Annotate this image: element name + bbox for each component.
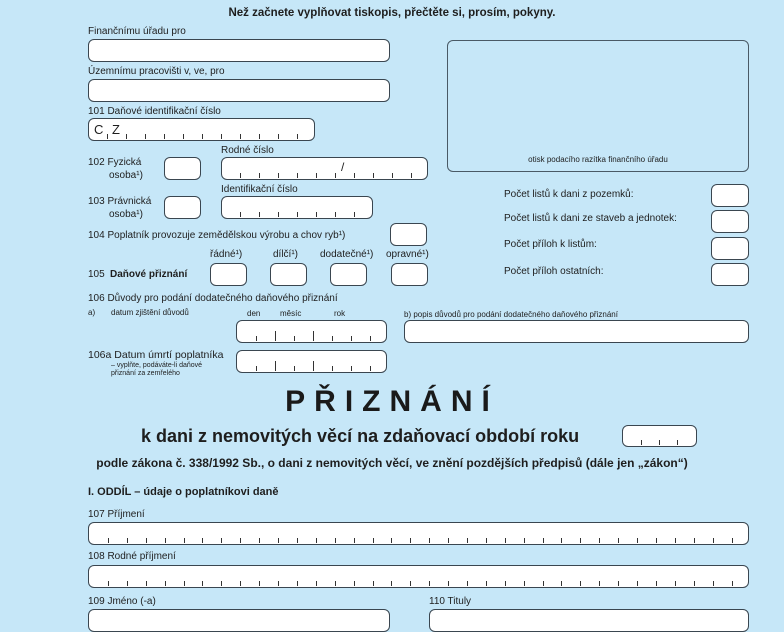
dodatecne-checkbox[interactable] xyxy=(330,263,367,286)
comb-tick xyxy=(410,581,411,586)
comb-tick xyxy=(580,581,581,586)
f102-label-line2: osoba¹) xyxy=(109,170,143,181)
year-input[interactable] xyxy=(622,425,697,447)
comb-tick xyxy=(410,538,411,543)
f106-label: 106 Důvody pro podání dodatečného daňového přiznání xyxy=(88,293,338,304)
count-label-stavby: Počet listů k dani ze staveb a jednotek: xyxy=(504,213,677,224)
comb-tick xyxy=(278,581,279,586)
comb-tick xyxy=(335,538,336,543)
identifikacni-cislo-input[interactable] xyxy=(221,196,373,219)
date-mesic-label: měsíc xyxy=(280,309,302,318)
f103-label-line1: 103 Právnická xyxy=(88,196,152,207)
count-input-prilohy-ostatni[interactable] xyxy=(711,263,749,286)
comb-tick xyxy=(467,538,468,543)
count-label-pozemky: Počet listů k dani z pozemků: xyxy=(504,189,634,200)
comb-tick xyxy=(373,538,374,543)
dic-prefix-c: C xyxy=(94,122,104,137)
rodne-cislo-label: Rodné číslo xyxy=(221,145,274,156)
comb-tick xyxy=(316,581,317,586)
comb-tick xyxy=(259,538,260,543)
dic-ticks xyxy=(89,134,314,140)
comb-tick xyxy=(108,538,109,543)
comb-tick xyxy=(373,581,374,586)
comb-tick xyxy=(165,581,166,586)
f105-number: 105 xyxy=(88,269,105,280)
comb-tick xyxy=(524,538,525,543)
comb-tick xyxy=(505,581,506,586)
comb-tick xyxy=(486,538,487,543)
stamp-area xyxy=(447,40,749,172)
comb-tick xyxy=(127,538,128,543)
uzemni-pracoviste-label: Územnímu pracovišti v, ve, pro xyxy=(88,66,225,77)
datum-umrti-ticks xyxy=(237,366,386,372)
comb-tick xyxy=(108,581,109,586)
rodne-cislo-ticks xyxy=(222,173,427,179)
comb-tick xyxy=(354,538,355,543)
comb-tick xyxy=(335,581,336,586)
jmeno-input[interactable] xyxy=(88,609,390,632)
rodne-prijmeni-input[interactable] xyxy=(88,565,749,588)
dic-prefix-z: Z xyxy=(112,122,120,137)
identifikacni-cislo-label: Identifikační číslo xyxy=(221,184,298,195)
comb-tick xyxy=(165,538,166,543)
comb-tick xyxy=(524,581,525,586)
comb-tick xyxy=(543,538,544,543)
dic-input[interactable] xyxy=(88,118,315,141)
f105-option-opravne: opravné¹) xyxy=(386,249,429,260)
comb-tick xyxy=(240,581,241,586)
instruction-header: Než začnete vyplňovat tiskopis, přečtěte si, prosím, pokyny. xyxy=(228,7,556,19)
ico-ticks xyxy=(222,212,372,218)
comb-tick xyxy=(732,538,733,543)
comb-tick xyxy=(354,581,355,586)
comb-tick xyxy=(486,581,487,586)
main-subtitle: k dani z nemovitých věcí na zdaňovací období roku xyxy=(141,426,580,446)
date-rok-label: rok xyxy=(334,309,346,318)
count-input-stavby[interactable] xyxy=(711,210,749,233)
comb-tick xyxy=(732,581,733,586)
f109-label: 109 Jméno (-a) xyxy=(88,596,156,607)
comb-tick xyxy=(505,538,506,543)
comb-tick xyxy=(618,538,619,543)
popis-duvodu-input[interactable] xyxy=(404,320,749,343)
datum-umrti-input[interactable] xyxy=(236,350,387,373)
count-label-prilohy-listy: Počet příloh k listům: xyxy=(504,239,597,250)
comb-tick xyxy=(221,538,222,543)
comb-tick xyxy=(202,538,203,543)
comb-tick xyxy=(580,538,581,543)
comb-tick xyxy=(637,581,638,586)
comb-tick xyxy=(543,581,544,586)
comb-tick xyxy=(694,538,695,543)
prijmeni-input[interactable] xyxy=(88,522,749,545)
count-input-pozemky[interactable] xyxy=(711,184,749,207)
f106a-label: datum zjištění důvodů xyxy=(111,308,189,317)
f105-option-dilci: dílčí¹) xyxy=(273,249,298,260)
comb-tick xyxy=(713,538,714,543)
f106a-prefix: a) xyxy=(88,308,96,317)
count-label-prilohy-ostatni: Počet příloh ostatních: xyxy=(504,266,604,277)
radne-checkbox[interactable] xyxy=(210,263,247,286)
comb-tick xyxy=(467,581,468,586)
comb-tick xyxy=(146,581,147,586)
comb-tick xyxy=(448,581,449,586)
comb-tick xyxy=(656,581,657,586)
comb-tick xyxy=(694,581,695,586)
f104-label: 104 Poplatník provozuje zemědělskou výrobu a chov ryb¹) xyxy=(88,230,346,241)
count-input-prilohy-listy[interactable] xyxy=(711,237,749,260)
comb-tick xyxy=(391,538,392,543)
fyzicka-osoba-checkbox[interactable] xyxy=(164,157,201,180)
f105-option-dodatecne: dodatečné¹) xyxy=(320,249,374,260)
comb-tick xyxy=(429,581,430,586)
date-den-label: den xyxy=(247,309,261,318)
f102-label-line1: 102 Fyzická xyxy=(88,157,142,168)
financni-urad-label: Finančnímu úřadu pro xyxy=(88,26,186,37)
comb-tick xyxy=(656,538,657,543)
rodne-cislo-input[interactable] xyxy=(221,157,428,180)
comb-tick xyxy=(297,538,298,543)
comb-tick xyxy=(675,538,676,543)
prijmeni-ticks xyxy=(89,538,748,544)
comb-tick xyxy=(599,581,600,586)
comb-tick xyxy=(675,581,676,586)
f105-option-radne: řádné¹) xyxy=(210,249,243,260)
dilci-checkbox[interactable] xyxy=(270,263,307,286)
comb-tick xyxy=(429,538,430,543)
comb-tick xyxy=(618,581,619,586)
f106a2-note-line2: přiznání za zemřelého xyxy=(111,370,180,377)
comb-tick xyxy=(561,538,562,543)
zemedelska-vyroba-checkbox[interactable] xyxy=(390,223,427,246)
f106a2-note-line1: – vyplňte, podáváte-li daňové xyxy=(111,362,203,369)
year-ticks xyxy=(623,440,696,446)
financni-urad-input[interactable] xyxy=(88,39,390,62)
comb-tick xyxy=(448,538,449,543)
comb-tick xyxy=(297,581,298,586)
main-title: PŘIZNÁNÍ xyxy=(285,385,499,418)
f101-label: 101 Daňové identifikační číslo xyxy=(88,106,221,117)
comb-tick xyxy=(713,581,714,586)
comb-tick xyxy=(259,581,260,586)
comb-tick xyxy=(240,538,241,543)
f103-label-line2: osoba¹) xyxy=(109,209,143,220)
stamp-caption: otisk podacího razítka finančního úřadu xyxy=(528,155,668,164)
f106a2-label: 106a Datum úmrtí poplatníka xyxy=(88,349,224,361)
comb-tick xyxy=(184,538,185,543)
comb-tick xyxy=(127,581,128,586)
pravnicka-osoba-checkbox[interactable] xyxy=(164,196,201,219)
comb-tick xyxy=(221,581,222,586)
datum-zjisteni-ticks xyxy=(237,336,386,342)
section1-heading: I. ODDÍL – údaje o poplatníkovi daně xyxy=(88,486,279,498)
f108-label: 108 Rodné příjmení xyxy=(88,551,176,562)
comb-tick xyxy=(391,581,392,586)
comb-tick xyxy=(278,538,279,543)
law-reference: podle zákona č. 338/1992 Sb., o dani z nemovitých věcí, ve znění pozdějších předpisů (dále jen „zákon“) xyxy=(96,456,688,470)
rodne-cislo-slash: / xyxy=(341,160,345,174)
f107-label: 107 Příjmení xyxy=(88,509,145,520)
comb-tick xyxy=(184,581,185,586)
comb-tick xyxy=(599,538,600,543)
f106b-label: b) popis důvodů pro podání dodatečného daňového přiznání xyxy=(404,310,618,319)
uzemni-pracoviste-input[interactable] xyxy=(88,79,390,102)
comb-tick xyxy=(561,581,562,586)
rodne-prijmeni-ticks xyxy=(89,581,748,587)
comb-tick xyxy=(316,538,317,543)
f110-label: 110 Tituly xyxy=(429,596,472,607)
tituly-input[interactable] xyxy=(429,609,749,632)
comb-tick xyxy=(202,581,203,586)
opravne-checkbox[interactable] xyxy=(391,263,428,286)
comb-tick xyxy=(146,538,147,543)
f105-label: Daňové přiznání xyxy=(110,269,188,280)
comb-tick xyxy=(637,538,638,543)
datum-zjisteni-input[interactable] xyxy=(236,320,387,343)
